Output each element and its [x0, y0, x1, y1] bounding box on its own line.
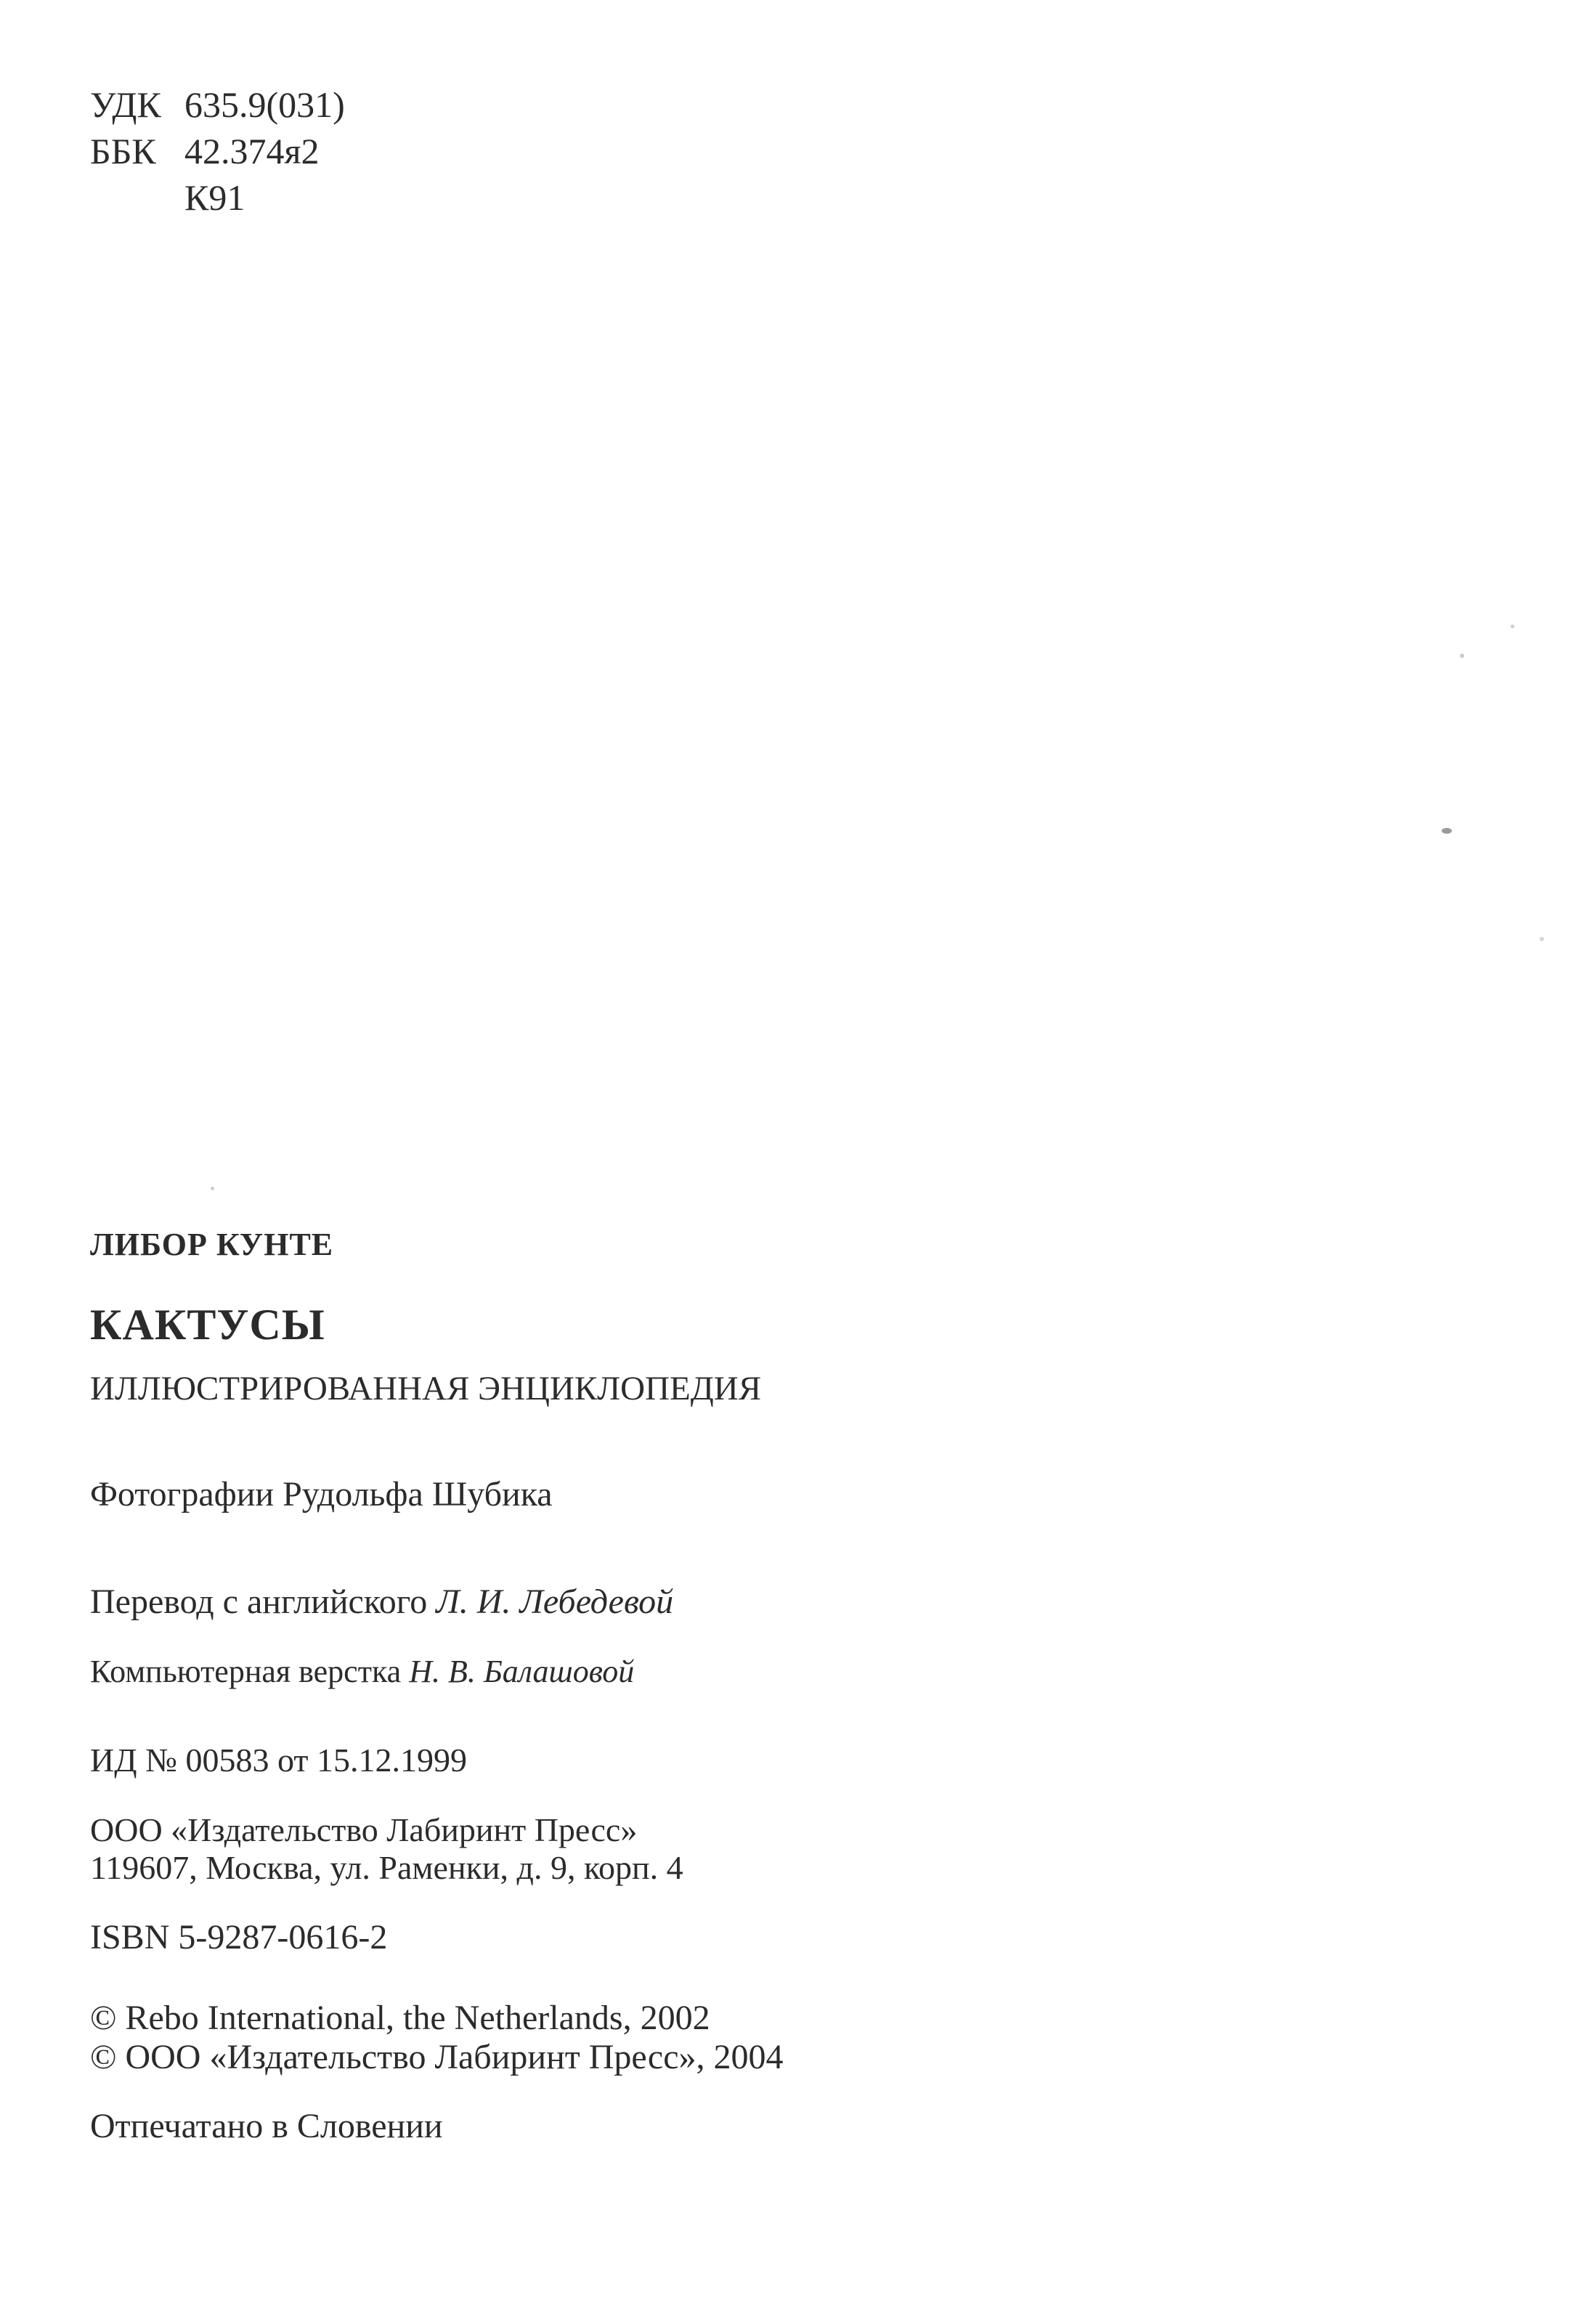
publisher-name: ООО «Издательство Лабиринт Пресс» — [90, 1811, 638, 1848]
publisher-block — [90, 1811, 683, 1887]
author-mark: К91 — [184, 177, 245, 218]
translation-credit — [90, 1582, 673, 1622]
author-mark-row — [90, 174, 345, 221]
book-title: КАКТУСЫ — [90, 1301, 325, 1349]
book-subtitle: ИЛЛЮСТРИРОВАННАЯ ЭНЦИКЛОПЕДИЯ — [90, 1370, 762, 1407]
scan-speck — [1540, 937, 1544, 941]
author-name: ЛИБОР КУНТЕ — [90, 1227, 334, 1262]
udk-row — [90, 81, 345, 128]
scan-speck — [1442, 828, 1452, 834]
copyright-line-1: © Rebo International, the Netherlands, 2002 — [90, 1999, 710, 2037]
copyright-block — [90, 1999, 784, 2077]
classification-block — [90, 81, 345, 221]
udk-value: 635.9(031) — [184, 84, 345, 125]
translator-name: Л. И. Лебедевой — [436, 1582, 674, 1621]
layout-artist-name: Н. В. Балашовой — [409, 1654, 635, 1689]
layout-credit — [90, 1653, 634, 1690]
publisher-address: 119607, Москва, ул. Раменки, д. 9, корп. 4 — [90, 1849, 683, 1886]
bbk-label: ББК — [90, 131, 156, 171]
bbk-row — [90, 128, 345, 174]
translation-prefix: Перевод с английского — [90, 1582, 428, 1621]
license-id: ИД № 00583 от 15.12.1999 — [90, 1742, 467, 1779]
isbn: ISBN 5-9287-0616-2 — [90, 1918, 388, 1957]
printed-in: Отпечатано в Словении — [90, 2107, 443, 2145]
scan-speck — [211, 1187, 214, 1190]
copyright-line-2: © ООО «Издательство Лабиринт Пресс», 2004 — [90, 2038, 784, 2076]
scan-speck — [1460, 654, 1464, 658]
bbk-value: 42.374я2 — [184, 131, 320, 171]
scan-speck — [1511, 625, 1514, 628]
layout-prefix: Компьютерная верстка — [90, 1654, 402, 1689]
photo-credit: Фотографии Рудольфа Шубика — [90, 1475, 553, 1514]
udk-label: УДК — [90, 84, 161, 125]
